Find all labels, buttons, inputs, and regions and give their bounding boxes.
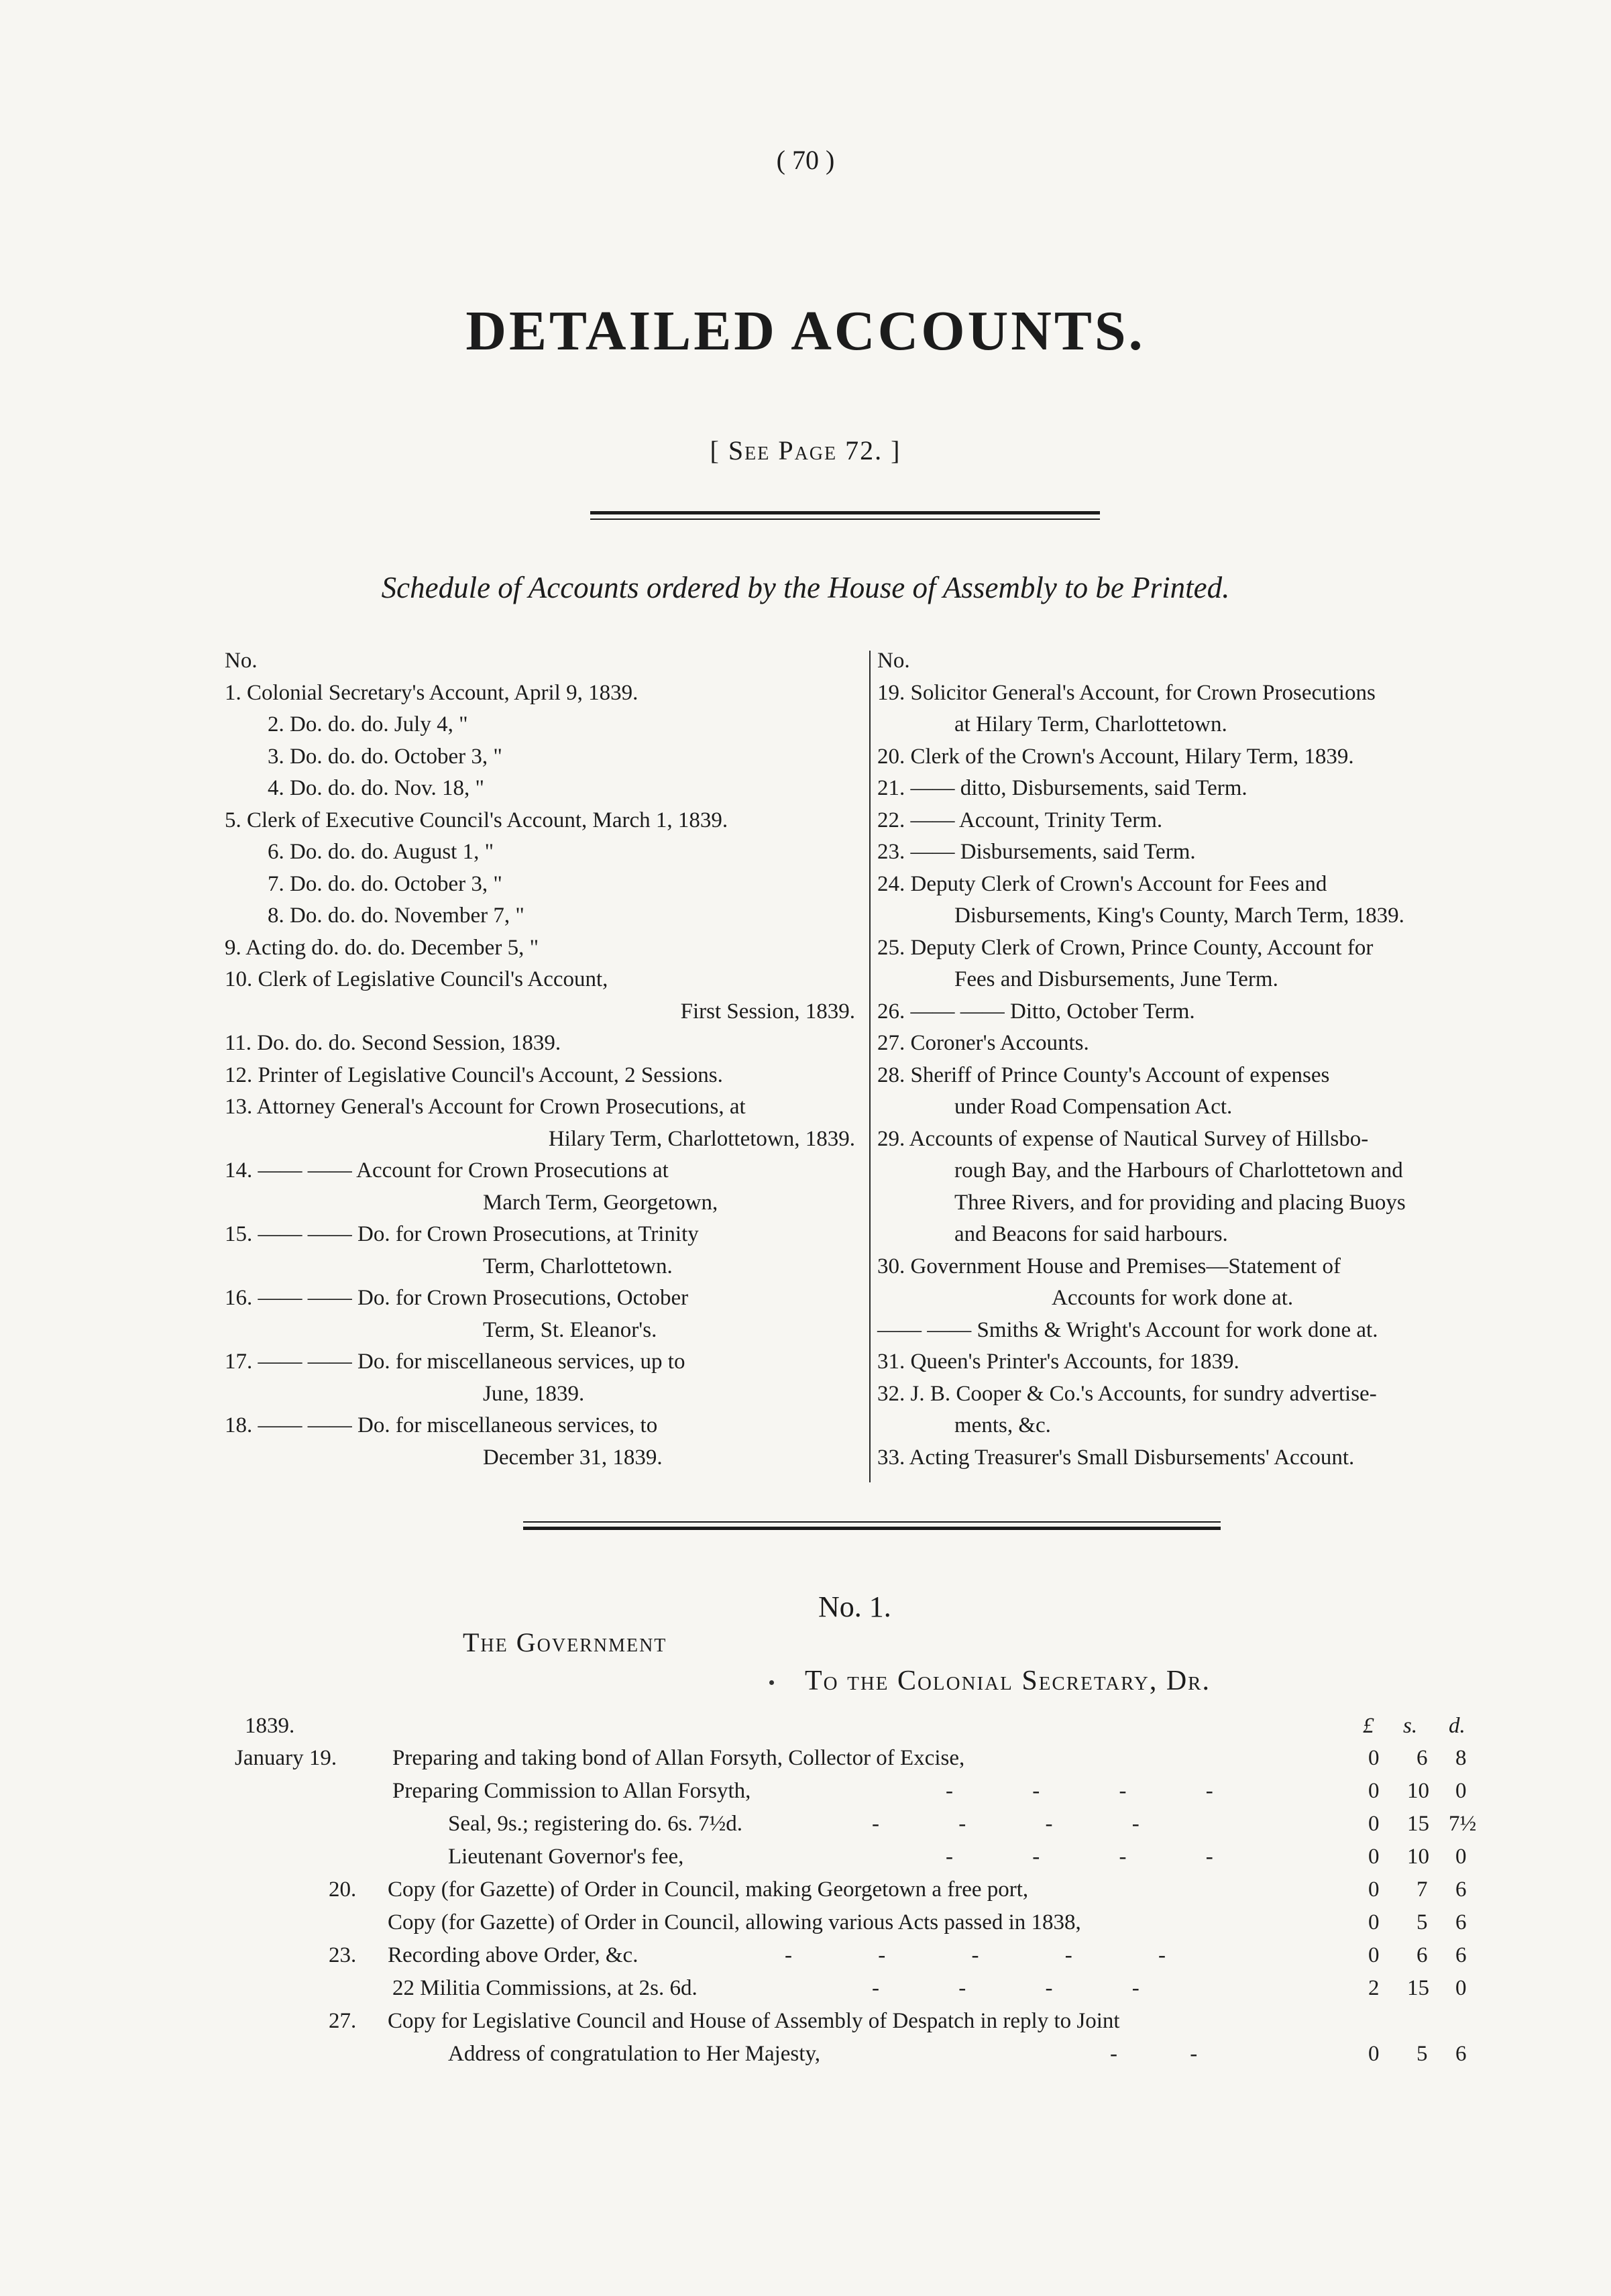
schedule-entry-continued: December 31, 1839. bbox=[483, 1445, 663, 1470]
row-pounds: 0 bbox=[1368, 1910, 1380, 1934]
schedule-entry: 27. Coroner's Accounts. bbox=[877, 1031, 1089, 1055]
row-dashes: - - - - bbox=[872, 1976, 1140, 2000]
row-description: Address of congratulation to Her Majesty, bbox=[448, 2042, 821, 2066]
schedule-entry: 20. Clerk of the Crown's Account, Hilary Term, 1839. bbox=[877, 744, 1354, 769]
row-dashes: - - - - - bbox=[785, 1943, 1166, 1967]
schedule-right-column bbox=[877, 645, 1508, 1474]
account-creditor: To the Colonial Secretary, Dr. bbox=[805, 1665, 1211, 1696]
schedule-entry-continued: Hilary Term, Charlottetown, 1839. bbox=[548, 1126, 855, 1151]
row-dashes: - - bbox=[1110, 2042, 1198, 2066]
see-page-reference: [ See Page 72. ] bbox=[710, 435, 901, 466]
schedule-entry-continued: First Session, 1839. bbox=[680, 999, 855, 1024]
schedule-entry-continued: Term, Charlottetown. bbox=[483, 1254, 673, 1278]
schedule-entry-continued: Disbursements, King's County, March Term, 1839. bbox=[954, 904, 1404, 928]
row-description: Copy (for Gazette) of Order in Council, making Georgetown a free port, bbox=[388, 1877, 1029, 1902]
schedule-entry: 16. —— —— Do. for Crown Prosecutions, October bbox=[225, 1286, 689, 1310]
account-row bbox=[0, 2042, 1611, 2075]
row-pence: 6 bbox=[1455, 1943, 1467, 1967]
row-pence: 8 bbox=[1455, 1746, 1467, 1770]
row-pence: 0 bbox=[1455, 1779, 1467, 1803]
schedule-title: Schedule of Accounts ordered by the House of Assembly to be Printed. bbox=[381, 571, 1230, 604]
schedule-entry: 12. Printer of Legislative Council's Account, 2 Sessions. bbox=[225, 1062, 723, 1087]
schedule-left-column bbox=[225, 645, 855, 1474]
schedule-entry: 17. —— —— Do. for miscellaneous services, up to bbox=[225, 1350, 685, 1374]
row-pounds: 2 bbox=[1368, 1976, 1380, 2000]
row-date: January 19. bbox=[235, 1746, 337, 1770]
schedule-entry: 6. Do. do. do. August 1, " bbox=[268, 840, 494, 864]
schedule-entry: 26. —— —— Ditto, October Term. bbox=[877, 999, 1195, 1024]
account-number: No. 1. bbox=[818, 1590, 891, 1623]
page-title: DETAILED ACCOUNTS. bbox=[465, 300, 1146, 362]
schedule-entry: 1. Colonial Secretary's Account, April 9, 1839. bbox=[225, 680, 638, 705]
row-dashes: - - - - bbox=[872, 1812, 1140, 1836]
row-description: Preparing Commission to Allan Forsyth, bbox=[392, 1779, 751, 1803]
schedule-entry: 29. Accounts of expense of Nautical Survey of Hillsbo- bbox=[877, 1126, 1369, 1151]
row-shillings: 6 bbox=[1416, 1746, 1428, 1770]
schedule-entry-continued: Accounts for work done at. bbox=[1052, 1286, 1294, 1310]
row-pence: 0 bbox=[1455, 1976, 1467, 2000]
currency-header-pounds: £ bbox=[1363, 1714, 1374, 1738]
schedule-entry: 23. —— Disbursements, said Term. bbox=[877, 840, 1196, 864]
schedule-entry: —— —— Smiths & Wright's Account for work done at. bbox=[877, 1317, 1378, 1342]
row-pence: 6 bbox=[1455, 1877, 1467, 1902]
row-shillings: 10 bbox=[1407, 1845, 1429, 1869]
row-pence: 6 bbox=[1455, 1910, 1467, 1934]
schedule-entry-continued: Three Rivers, and for providing and placing Buoys bbox=[954, 1190, 1406, 1215]
schedule-entry: 21. —— ditto, Disbursements, said Term. bbox=[877, 776, 1247, 800]
row-pence: 7½ bbox=[1449, 1812, 1477, 1836]
row-description: Copy for Legislative Council and House of Assembly of Despatch in reply to Joint bbox=[388, 2009, 1120, 2033]
header-rule-thin bbox=[590, 518, 1100, 520]
row-shillings: 10 bbox=[1407, 1779, 1429, 1803]
row-description: 22 Militia Commissions, at 2s. 6d. bbox=[392, 1976, 698, 2000]
schedule-entry-continued: ments, &c. bbox=[954, 1413, 1051, 1437]
row-pounds: 0 bbox=[1368, 1779, 1380, 1803]
schedule-rule-thick bbox=[523, 1527, 1221, 1530]
schedule-entry-continued: March Term, Georgetown, bbox=[483, 1190, 718, 1215]
account-row bbox=[0, 1976, 1611, 2009]
schedule-entry: 15. —— —— Do. for Crown Prosecutions, at Trinity bbox=[225, 1222, 699, 1246]
row-date: 20. bbox=[329, 1877, 357, 1902]
account-row bbox=[0, 1779, 1611, 1812]
schedule-entry: 22. —— Account, Trinity Term. bbox=[877, 808, 1163, 832]
schedule-no-label: No. bbox=[225, 649, 258, 673]
account-row bbox=[0, 1812, 1611, 1845]
schedule-entry: 19. Solicitor General's Account, for Crown Prosecutions bbox=[877, 680, 1376, 705]
row-shillings: 6 bbox=[1416, 1943, 1428, 1967]
row-description: Preparing and taking bond of Allan Forsyth, Collector of Excise, bbox=[392, 1746, 965, 1770]
row-date: 27. bbox=[329, 2009, 357, 2033]
currency-header-shillings: s. bbox=[1403, 1714, 1418, 1738]
row-pence: 0 bbox=[1455, 1845, 1467, 1869]
row-description: Recording above Order, &c. bbox=[388, 1943, 638, 1967]
schedule-entry: 18. —— —— Do. for miscellaneous services, to bbox=[225, 1413, 658, 1437]
schedule-no-label: No. bbox=[877, 649, 910, 673]
schedule-entry: 24. Deputy Clerk of Crown's Account for Fees and bbox=[877, 871, 1327, 896]
page-number: ( 70 ) bbox=[776, 145, 835, 175]
account-debtor: The Government bbox=[463, 1627, 667, 1657]
row-pounds: 0 bbox=[1368, 1845, 1380, 1869]
account-year: 1839. bbox=[245, 1714, 295, 1738]
row-pence: 6 bbox=[1455, 2042, 1467, 2066]
schedule-entry-continued: June, 1839. bbox=[483, 1381, 585, 1406]
row-shillings: 5 bbox=[1416, 2042, 1428, 2066]
row-pounds: 0 bbox=[1368, 2042, 1380, 2066]
schedule-entry: 32. J. B. Cooper & Co.'s Accounts, for sundry advertise- bbox=[877, 1381, 1377, 1406]
schedule-entry-continued: and Beacons for said harbours. bbox=[954, 1222, 1228, 1246]
row-pounds: 0 bbox=[1368, 1943, 1380, 1967]
schedule-rule-thin bbox=[523, 1521, 1221, 1523]
account-row bbox=[0, 1910, 1611, 1943]
account-bullet bbox=[769, 1680, 774, 1685]
account-row bbox=[0, 2009, 1611, 2042]
schedule-entry: 33. Acting Treasurer's Small Disbursements' Account. bbox=[877, 1445, 1355, 1470]
schedule-entry: 7. Do. do. do. October 3, " bbox=[268, 871, 502, 896]
header-rule-thick bbox=[590, 511, 1100, 514]
schedule-entry: 13. Attorney General's Account for Crown Prosecutions, at bbox=[225, 1095, 746, 1119]
schedule-entry: 25. Deputy Clerk of Crown, Prince County, Account for bbox=[877, 935, 1374, 960]
account-row bbox=[0, 1877, 1611, 1910]
row-description: Copy (for Gazette) of Order in Council, allowing various Acts passed in 1838, bbox=[388, 1910, 1081, 1934]
row-shillings: 15 bbox=[1407, 1976, 1429, 2000]
row-shillings: 15 bbox=[1407, 1812, 1429, 1836]
account-row bbox=[0, 1746, 1611, 1779]
schedule-entry-continued: rough Bay, and the Harbours of Charlottetown and bbox=[954, 1158, 1403, 1183]
schedule-entry: 8. Do. do. do. November 7, " bbox=[268, 904, 524, 928]
row-description: Seal, 9s.; registering do. 6s. 7½d. bbox=[448, 1812, 743, 1836]
schedule-entry: 14. —— —— Account for Crown Prosecutions at bbox=[225, 1158, 669, 1183]
row-dashes: - - - - bbox=[946, 1779, 1213, 1803]
schedule-entry: 3. Do. do. do. October 3, " bbox=[268, 744, 502, 769]
schedule-entry: 31. Queen's Printer's Accounts, for 1839. bbox=[877, 1350, 1239, 1374]
schedule-entry: 30. Government House and Premises—Statement of bbox=[877, 1254, 1341, 1278]
row-shillings: 7 bbox=[1416, 1877, 1428, 1902]
schedule-entry-continued: at Hilary Term, Charlottetown. bbox=[954, 712, 1227, 736]
schedule-column-divider bbox=[869, 651, 871, 1482]
schedule-entry: 9. Acting do. do. do. December 5, " bbox=[225, 935, 539, 960]
schedule-entry: 28. Sheriff of Prince County's Account of expenses bbox=[877, 1062, 1330, 1087]
row-pounds: 0 bbox=[1368, 1746, 1380, 1770]
row-pounds: 0 bbox=[1368, 1812, 1380, 1836]
schedule-entry: 10. Clerk of Legislative Council's Account, bbox=[225, 967, 608, 991]
currency-header-pence: d. bbox=[1449, 1714, 1465, 1738]
row-shillings: 5 bbox=[1416, 1910, 1428, 1934]
row-date: 23. bbox=[329, 1943, 357, 1967]
row-description: Lieutenant Governor's fee, bbox=[448, 1845, 684, 1869]
schedule-entry-continued: under Road Compensation Act. bbox=[954, 1095, 1233, 1119]
row-dashes: - - - - bbox=[946, 1845, 1213, 1869]
schedule-entry: 11. Do. do. do. Second Session, 1839. bbox=[225, 1031, 561, 1055]
schedule-entry: 4. Do. do. do. Nov. 18, " bbox=[268, 776, 484, 800]
schedule-entry: 2. Do. do. do. July 4, " bbox=[268, 712, 468, 736]
schedule-entry-continued: Fees and Disbursements, June Term. bbox=[954, 967, 1278, 991]
schedule-entry-continued: Term, St. Eleanor's. bbox=[483, 1317, 657, 1342]
schedule-entry: 5. Clerk of Executive Council's Account, March 1, 1839. bbox=[225, 808, 728, 832]
row-pounds: 0 bbox=[1368, 1877, 1380, 1902]
account-row bbox=[0, 1943, 1611, 1976]
account-row bbox=[0, 1845, 1611, 1877]
